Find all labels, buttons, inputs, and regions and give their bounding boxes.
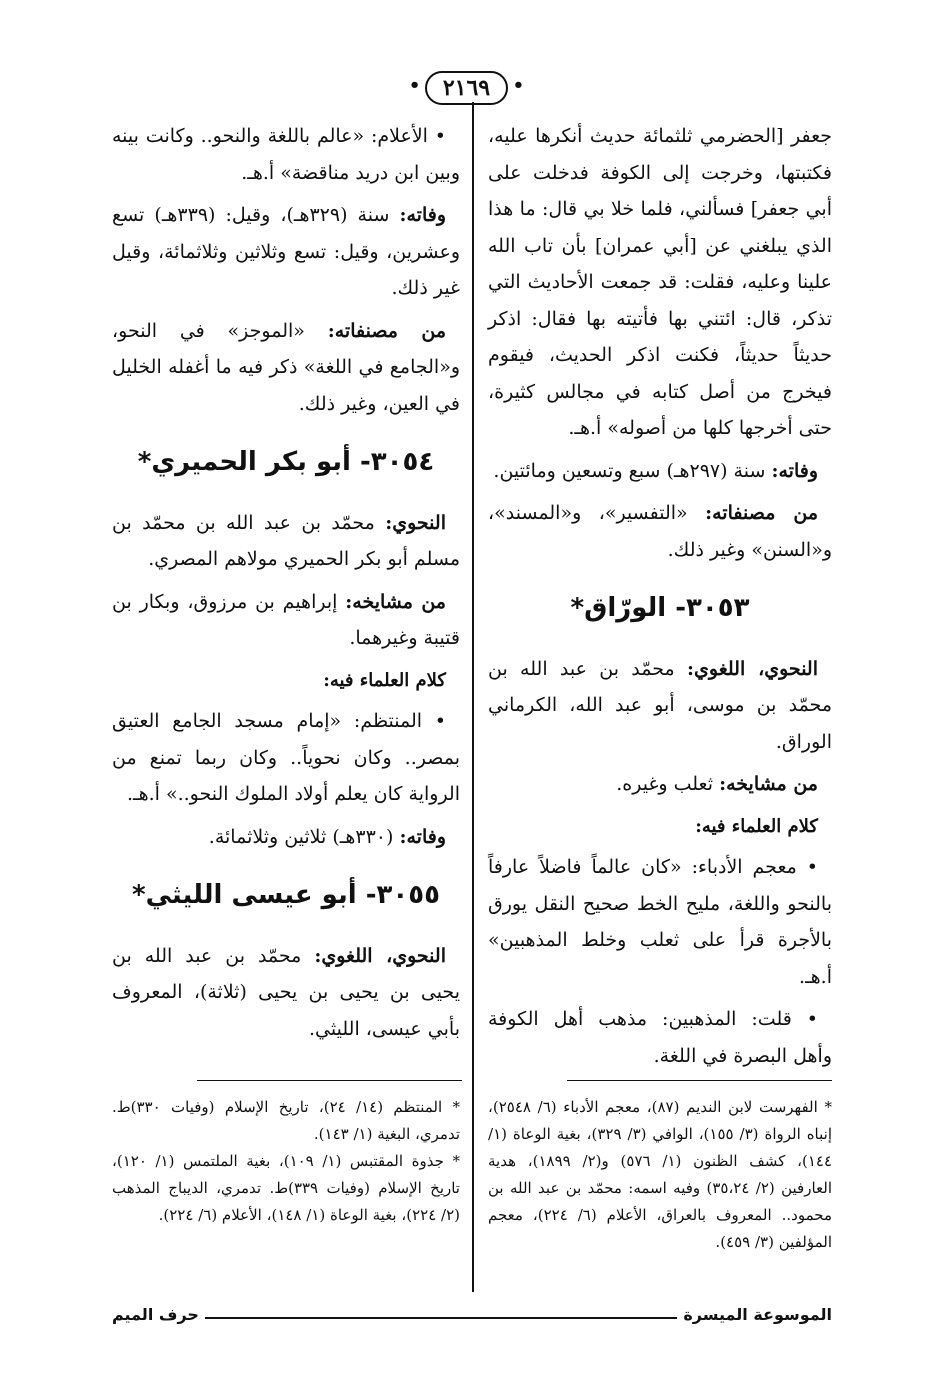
footer-section-title: حرف الميم bbox=[112, 1305, 199, 1324]
footnote-item: * جذوة المقتبس (١/ ١٠٩)، بغية الملتمس (١/ ١٢٠)، تاريخ الإسلام (وفيات ٣٣٩)ط. تدمري، الديباج المذهب (٢/ ٢٢٤)، بغية الوعاة (١/ ١٤٨)، الأعلام (٦/ ٢٢٤). bbox=[112, 1152, 460, 1224]
death2-label: وفاته: bbox=[399, 825, 446, 848]
entry2-paragraph bbox=[112, 938, 460, 1048]
teachers-text: ثعلب وغيره. bbox=[616, 773, 714, 795]
death2-text: (٣٣٠هـ) ثلاثين وثلاثمائة. bbox=[208, 825, 394, 848]
right-column bbox=[488, 118, 832, 1080]
death-text: سنة (٢٩٧هـ) سبع وتسعين ومائتين. bbox=[493, 459, 766, 482]
works-text: «التفسير»، و«المسند»، و«السنن» وغير ذلك. bbox=[488, 502, 832, 561]
entry-text: محمّد بن عبد الله بن محمّد بن مسلم أبو بكر الحميري مولاهم المصري. bbox=[112, 511, 460, 570]
death-text: سنة (٣٢٩هـ)، وقيل: (٣٣٩هـ) تسع وعشرين، وقيل: تسع وثلاثين وثلاثمائة، وقيل غير ذلك. bbox=[112, 204, 460, 299]
works-paragraph bbox=[112, 313, 460, 423]
entry2-text: محمّد بن عبد الله بن يحيى بن يحيى بن يحيى (ثلاثة)، المعروف بأبي عيسى، الليثي. bbox=[112, 944, 460, 1040]
footnote-rule-left bbox=[197, 1080, 462, 1081]
column-divider bbox=[472, 102, 474, 1292]
alam-paragraph: • الأعلام: «عالم باللغة والنحو.. وكانت بينه وبين ابن دريد مناقضة» أ.هـ. bbox=[112, 125, 460, 184]
death-label: وفاته: bbox=[399, 204, 447, 226]
works-label: من مصنفاته: bbox=[705, 502, 819, 524]
footnotes-right bbox=[488, 1094, 832, 1256]
footnote-item: * المنتظم (١٤/ ٢٤)، تاريخ الإسلام (وفيات ٣٣٠)ط. تدمري، البغية (١/ ١٤٣). bbox=[112, 1098, 461, 1143]
entry-text: محمّد بن عبد الله بن محمّد بن موسى، أبو عبد الله، الكرماني الوراق. bbox=[488, 657, 832, 753]
scholars-subheading: كلام العلماء فيه: bbox=[323, 669, 446, 691]
teachers-text: إبراهيم بن مرزوق، وبكار بن قتيبة وغيرهما. bbox=[112, 590, 460, 649]
works-text: «الموجز» في النحو، و«الجامع في اللغة» ذكر فيه ما أغفله الخليل في العين، وغير ذلك. bbox=[112, 319, 460, 415]
teachers-paragraph bbox=[488, 766, 832, 803]
quote-paragraph: • معجم الأدباء: «كان عالماً فاضلاً عارفاً بالنحو واللغة، مليح الخط صحيح النقل يورق بالأجرة قرأ على ثعلب وخلط المذهبين» أ.هـ. bbox=[488, 856, 832, 988]
footnote-rule-right bbox=[567, 1080, 832, 1081]
footnotes-left bbox=[112, 1094, 460, 1229]
entry-label: النحوي: bbox=[385, 511, 446, 534]
page-number bbox=[0, 70, 933, 106]
entry2-label: النحوي، اللغوي: bbox=[314, 944, 446, 967]
teachers-paragraph bbox=[112, 584, 460, 657]
death-paragraph bbox=[488, 453, 832, 490]
death-paragraph bbox=[112, 197, 460, 307]
scholars-subheading: كلام العلماء فيه: bbox=[695, 815, 818, 837]
page-footer bbox=[112, 1298, 832, 1324]
paragraph-continuation: جعفر [الحضرمي ثلثمائة حديث أنكرها عليه، فكتبتها، وخرجت إلى الكوفة فدخلت على أبي جعفر] فسألني، فلما خلا بي قال: ما هذا الذي يبلغني عن [أبي عمران] بأن تاب الله علينا وعليه، فقلت: قد جمعت الأحاديث التي تذكر، قال: ائتني بها فأتيته بها فقال: اذكر حديثاً حديثاً، فكنت اذكر الحديث، فيقوم فيخرج من أصل كتابه في مجالس كثيرة، حتى أخرجها كلها من أصوله» أ.هـ. bbox=[488, 125, 832, 439]
works-paragraph bbox=[488, 495, 832, 568]
entry-label: النحوي، اللغوي: bbox=[687, 657, 819, 680]
death2-paragraph bbox=[112, 819, 460, 856]
entry-paragraph bbox=[112, 505, 460, 578]
footnote-item: * الفهرست لابن النديم (٨٧)، معجم الأدباء (٦/ ٢٥٤٨)، إنباه الرواة (٣/ ١٥٥)، الوافي (٣/ ٣٢٩)، بغية الوعاة (١/ ١٤٤)، كشف الظنون (١/ ٥٧٦) و(٢/ ١٨٩٩)، هدية العارفين (٢/ ٣٥،٢٤) وفيه اسمه: محمّد بن عبد الله بن محمود.. المعروف بالعراق، الأعلام (٦/ ٢٢٤)، معجم المؤلفين (٣/ ٤٥٩). bbox=[488, 1098, 832, 1251]
works-label: من مصنفاته: bbox=[327, 319, 446, 342]
entry-heading-3054: ٣٠٥٤- أبو بكر الحميري* bbox=[137, 447, 435, 477]
entry-heading-3055: ٣٠٥٥- أبو عيسى الليثي* bbox=[132, 880, 440, 910]
left-column bbox=[112, 118, 460, 1053]
note-paragraph: • قلت: المذهبين: مذهب أهل الكوفة وأهل البصرة في اللغة. bbox=[488, 1008, 832, 1067]
footer-book-title: الموسوعة الميسرة bbox=[683, 1305, 832, 1324]
death-label: وفاته: bbox=[771, 459, 818, 482]
teachers-label: من مشايخه: bbox=[345, 590, 446, 613]
footer-rule bbox=[205, 1317, 677, 1319]
entry-heading-3053: ٣٠٥٣- الورّاق* bbox=[570, 593, 750, 623]
page-number-label: • ٢١٦٩ • bbox=[425, 71, 508, 105]
entry-paragraph bbox=[488, 651, 832, 761]
teachers-label: من مشايخه: bbox=[719, 773, 818, 795]
quote-paragraph: • المنتظم: «إمام مسجد الجامع العتيق بمصر.. وكان نحوياً.. وكان ربما تمنع من الرواية كان يعلم أولاد الملوك النحو..» أ.هـ. bbox=[112, 710, 460, 805]
